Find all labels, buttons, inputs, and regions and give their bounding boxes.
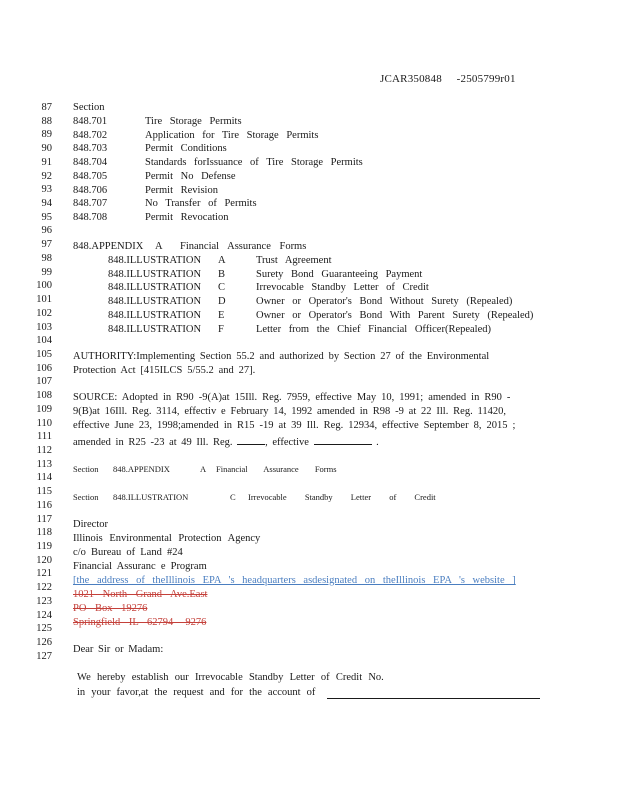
sec115-letter: C — [230, 492, 236, 502]
address-deleted-city: Springfield IL 62794 -9276 — [73, 617, 207, 628]
line-number-89: 89 — [41, 129, 52, 141]
illustration-letter: C — [218, 282, 226, 294]
address-director: Director — [73, 519, 108, 530]
sec115-section: Section — [73, 492, 99, 502]
section-heading: Section — [73, 102, 105, 113]
line-number-107: 107 — [36, 376, 52, 388]
line-number-94: 94 — [41, 198, 52, 210]
toc-number: 848.706 — [73, 184, 108, 196]
line-number-124: 124 — [36, 609, 52, 621]
body-line-2: in your favor,at the request and for the account of — [77, 687, 316, 698]
sec113-section: Section — [73, 464, 99, 474]
line-number-98: 98 — [41, 252, 52, 264]
illustration-label: 848.ILLUSTRATION — [108, 282, 202, 294]
sec113-label: 848.APPENDIX — [113, 464, 170, 474]
source-last-mid: , effective — [265, 437, 309, 448]
line-number-116: 116 — [36, 499, 52, 511]
account-blank — [327, 698, 540, 699]
toc-title: No Transfer of Permits — [145, 198, 257, 210]
illustration-letter: D — [218, 296, 226, 308]
line-number-105: 105 — [36, 348, 52, 360]
line-number-93: 93 — [41, 184, 52, 196]
illustration-letter: A — [218, 255, 226, 266]
line-number-125: 125 — [36, 623, 52, 635]
line-number-122: 122 — [36, 582, 52, 594]
line-number-91: 91 — [41, 156, 52, 168]
toc-title: Application for Tire Storage Permits — [145, 129, 319, 141]
address-deleted-street: 1021 North Grand Ave.East — [73, 589, 208, 600]
line-number-108: 108 — [36, 390, 52, 402]
toc-title: Standards forIssuance of Tire Storage Permits — [145, 157, 363, 169]
body-line-1: We hereby establish our Irrevocable Standby Letter of Credit No. — [77, 672, 384, 683]
address-bureau: c/o Bureau of Land #24 — [73, 547, 183, 558]
illustration-label: 848.ILLUSTRATION — [108, 323, 202, 335]
line-number-102: 102 — [36, 307, 52, 319]
address-deleted-pobox: PO Box 19276 — [73, 603, 148, 614]
appendix-title: Financial Assurance Forms — [180, 241, 307, 252]
line-number-111: 111 — [37, 431, 52, 443]
line-number-100: 100 — [36, 280, 52, 292]
jcar-code: JCAR350848 — [380, 73, 442, 85]
line-number-126: 126 — [36, 637, 52, 649]
toc-number: 848.703 — [73, 143, 108, 155]
register-page-blank — [237, 435, 265, 445]
line-number-115: 115 — [36, 486, 52, 498]
toc-title: Permit Revocation — [145, 212, 229, 224]
illustration-title: Owner or Operator's Bond With Parent Surety (Repealed) — [256, 309, 534, 321]
illustration-label: 848.ILLUSTRATION — [108, 296, 202, 308]
appendix-letter: A — [155, 241, 163, 252]
line-number-121: 121 — [36, 568, 52, 580]
effective-date-blank — [314, 435, 372, 445]
line-number-106: 106 — [36, 362, 52, 374]
line-number-112: 112 — [36, 445, 52, 456]
line-number-123: 123 — [36, 595, 52, 607]
source-line-3: effective June 23, 1998;amended in R15 -19 at 39 Ill. Reg. 12934, effective September 8, 2015 ; — [73, 420, 516, 431]
line-number-87: 87 — [41, 102, 52, 113]
illustration-label: 848.ILLUSTRATION — [108, 255, 202, 266]
toc-number: 848.708 — [73, 212, 108, 224]
line-number-103: 103 — [36, 321, 52, 333]
line-number-88: 88 — [41, 115, 52, 127]
jcar-number: -2505799r01 — [456, 73, 516, 85]
sec115-label: 848.ILLUSTRATION — [113, 492, 189, 502]
line-number-117: 117 — [36, 513, 52, 525]
illustration-title: Irrevocable Standby Letter of Credit — [256, 282, 429, 294]
address-inserted-text: [the address of theIllinois EPA 's headquarters asdesignated on theIllinois EPA 's website ] — [73, 575, 516, 586]
line-number-118: 118 — [36, 527, 52, 539]
source-line-2: 9(B)at 16Ill. Reg. 3114, effectiv e February 14, 1992 amended in R98 -9 at 22 Ill. Reg. 11420, — [73, 406, 507, 417]
authority-line-1: AUTHORITY:Implementing Section 55.2 and authorized by Section 27 of the Environmental — [73, 351, 490, 362]
source-line-4 — [73, 435, 379, 449]
sec113-letter: A — [200, 464, 207, 474]
line-number-104: 104 — [36, 335, 52, 347]
illustration-title: Trust Agreement — [256, 255, 332, 266]
illustration-title: Owner or Operator's Bond Without Surety (Repealed) — [256, 296, 513, 308]
line-number-101: 101 — [36, 294, 52, 306]
line-number-113: 113 — [36, 458, 52, 470]
line-number-90: 90 — [41, 143, 52, 155]
toc-number: 848.704 — [73, 157, 108, 169]
source-line-1: SOURCE: Adopted in R90 -9(A)at 15Ill. Reg. 7959, effective May 10, 1991; amended in R90 - — [73, 392, 511, 403]
line-number-109: 109 — [36, 403, 52, 415]
line-number-99: 99 — [41, 266, 52, 278]
toc-number: 848.707 — [73, 198, 108, 210]
address-program: Financial Assuranc e Program — [73, 561, 207, 572]
toc-title: Tire Storage Permits — [145, 116, 242, 127]
toc-title: Permit No Defense — [145, 170, 236, 182]
illustration-label: 848.ILLUSTRATION — [108, 309, 202, 321]
line-number-120: 120 — [36, 554, 52, 566]
source-last-end: . — [376, 437, 379, 448]
address-agency: Illinois Environmental Protection Agency — [73, 533, 261, 544]
line-number-96: 96 — [41, 225, 52, 237]
line-number-127: 127 — [36, 650, 52, 662]
appendix-label: 848.APPENDIX — [73, 241, 144, 252]
salutation: Dear Sir or Madam: — [73, 644, 164, 655]
illustration-title: Letter from the Chief Financial Officer(Repealed) — [256, 323, 492, 335]
authority-line-2: Protection Act [415ILCS 5/55.2 and 27]. — [73, 365, 256, 376]
toc-number: 848.701 — [73, 116, 108, 127]
source-last-prefix: amended in R25 -23 at 49 Ill. Reg. — [73, 437, 233, 448]
toc-number: 848.705 — [73, 170, 108, 182]
line-number-119: 119 — [36, 541, 52, 553]
illustration-title: Surety Bond Guaranteeing Payment — [256, 268, 423, 280]
sec113-title: Financial Assurance Forms — [216, 464, 337, 474]
toc-number: 848.702 — [73, 129, 108, 141]
toc-title: Permit Conditions — [145, 143, 227, 155]
line-number-110: 110 — [36, 417, 52, 429]
line-number-114: 114 — [36, 472, 52, 484]
illustration-label: 848.ILLUSTRATION — [108, 268, 202, 280]
line-number-97: 97 — [41, 239, 52, 251]
illustration-letter: E — [218, 309, 225, 321]
line-number-95: 95 — [41, 211, 52, 223]
illustration-letter: B — [218, 268, 226, 280]
toc-title: Permit Revision — [145, 184, 218, 196]
sec115-title: Irrevocable Standby Letter of Credit — [248, 492, 436, 502]
illustration-letter: F — [218, 323, 224, 335]
line-number-92: 92 — [41, 170, 52, 182]
document-header — [380, 73, 516, 85]
